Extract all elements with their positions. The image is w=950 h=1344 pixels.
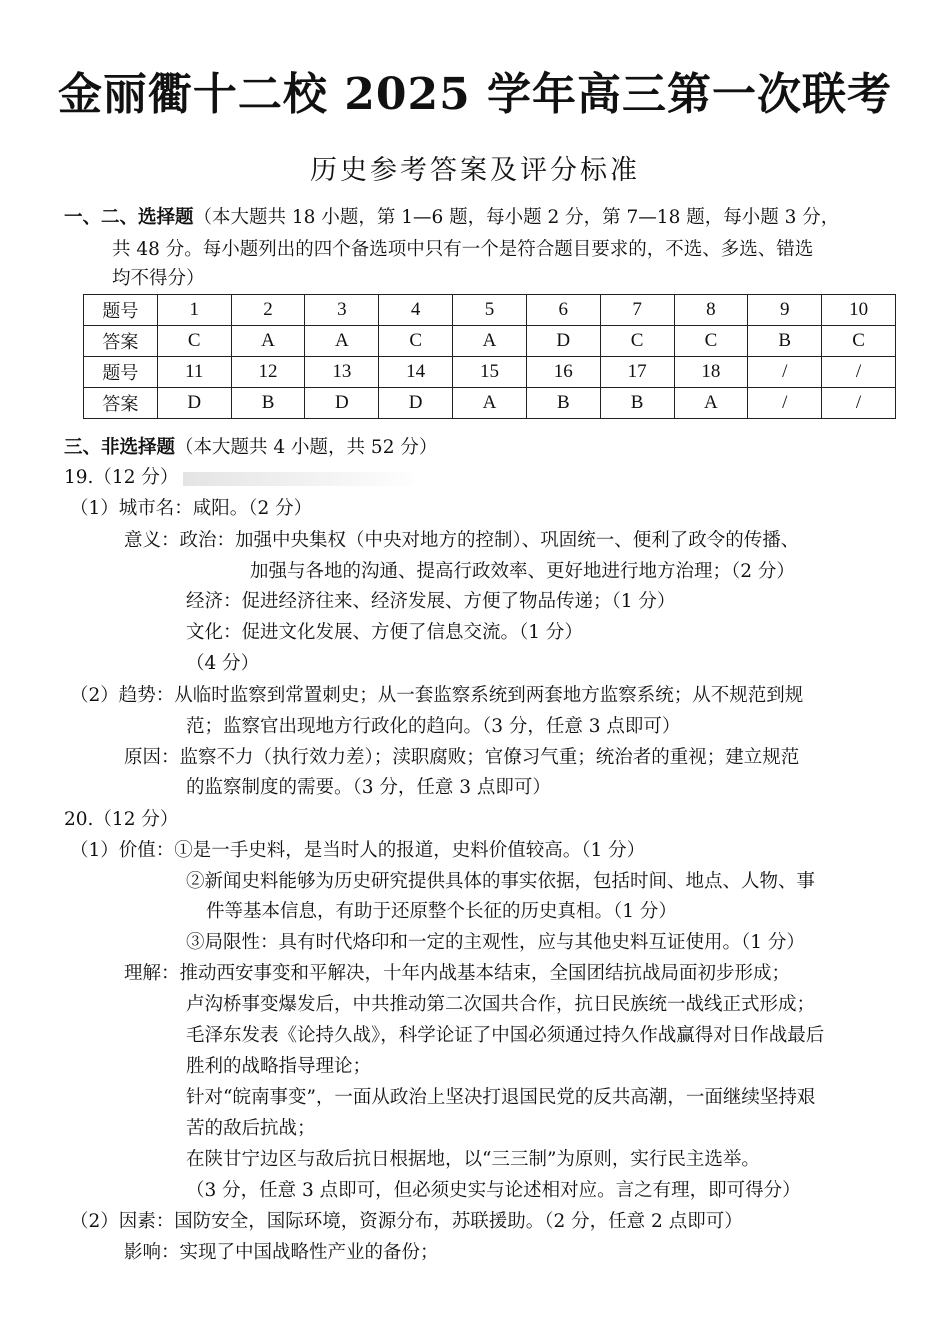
- document-subtitle: 历史参考答案及评分标准: [310, 155, 640, 186]
- table-cell: B: [231, 388, 305, 419]
- table-cell: A: [453, 326, 527, 357]
- section3-line: [64, 436, 437, 460]
- table-cell: A: [305, 326, 379, 357]
- table-cell: 7: [600, 295, 674, 326]
- table-cell: C: [157, 326, 231, 357]
- q19-significance-score: （4 分）: [186, 653, 260, 674]
- table-cell: C: [379, 326, 453, 357]
- table-cell: D: [157, 388, 231, 419]
- table-cell: 9: [748, 295, 822, 326]
- q19-significance-political-cont: 加强与各地的沟通、提高行政效率、更好地进行地方治理；（2 分）: [250, 561, 795, 582]
- table-cell: 8: [674, 295, 748, 326]
- table-cell: A: [231, 326, 305, 357]
- scan-smudge: [183, 472, 413, 486]
- q20-header: 20.（12 分）: [64, 809, 179, 830]
- table-cell: B: [748, 326, 822, 357]
- table-cell: 13: [305, 357, 379, 388]
- table-cell: 答案: [84, 388, 158, 419]
- table-cell: 18: [674, 357, 748, 388]
- table-cell: 17: [600, 357, 674, 388]
- section3-heading: 三、非选择题: [64, 437, 176, 458]
- table-cell: C: [600, 326, 674, 357]
- table-cell: 4: [379, 295, 453, 326]
- table-cell: 6: [526, 295, 600, 326]
- q20-understanding-4-cont: 苦的敌后抗战；: [186, 1118, 316, 1139]
- q19-part1: （1）城市名：咸阳。（2 分）: [70, 498, 313, 519]
- table-cell: D: [305, 388, 379, 419]
- table-cell: 11: [157, 357, 231, 388]
- table-cell: 10: [822, 295, 896, 326]
- section1-heading: 一、二、选择题: [64, 207, 194, 228]
- document-title: 金丽衢十二校 2025 学年高三第一次联考: [57, 69, 893, 120]
- table-cell: 5: [453, 295, 527, 326]
- section3-note: （本大题共 4 小题，共 52 分）: [175, 437, 438, 458]
- answer-table: [83, 294, 896, 419]
- q20-value-2: ②新闻史料能够为历史研究提供具体的事实依据，包括时间、地点、人物、事: [186, 871, 816, 892]
- table-cell: 题号: [84, 357, 158, 388]
- table-cell: A: [453, 388, 527, 419]
- q20-value-3: ③局限性：具有时代烙印和一定的主观性，应与其他史料互证使用。（1 分）: [186, 932, 805, 953]
- section1-line1: [64, 206, 839, 230]
- q20-understanding-2: 卢沟桥事变爆发后，中共推动第二次国共合作，抗日民族统一战线正式形成；: [186, 994, 816, 1015]
- table-cell: 1: [157, 295, 231, 326]
- table-cell: 12: [231, 357, 305, 388]
- table-cell: D: [526, 326, 600, 357]
- table-cell: B: [600, 388, 674, 419]
- table-row: [84, 357, 896, 388]
- q19-part2-reason-cont: 的监察制度的需要。（3 分，任意 3 点即可）: [186, 777, 551, 798]
- q19-part2-trend-cont: 范；监察官出现地方行政化的趋向。（3 分，任意 3 点即可）: [186, 716, 681, 737]
- q19-significance-economic: 经济：促进经济往来、经济发展、方便了物品传递；（1 分）: [186, 591, 676, 612]
- q20-understanding-4: 针对“皖南事变”，一面从政治上坚决打退国民党的反共高潮，一面继续坚持艰: [186, 1087, 816, 1108]
- q19-part2-reason: 原因：监察不力（执行效力差）；渎职腐败；官僚习气重；统治者的重视；建立规范: [124, 747, 800, 768]
- table-row: [84, 326, 896, 357]
- table-cell: A: [674, 388, 748, 419]
- q20-understanding-1: 理解：推动西安事变和平解决，十年内战基本结束，全国团结抗战局面初步形成；: [124, 963, 791, 984]
- q20-value-1: （1）价值：①是一手史料，是当时人的报道，史料价值较高。（1 分）: [70, 840, 646, 861]
- table-cell: C: [822, 326, 896, 357]
- table-cell: 14: [379, 357, 453, 388]
- table-cell: 2: [231, 295, 305, 326]
- q20-part2-impact: 影响：实现了中国战略性产业的备份；: [124, 1242, 439, 1263]
- q19-part2-trend: （2）趋势：从临时监察到常置刺史；从一套监察系统到两套地方监察系统；从不规范到规: [70, 685, 804, 706]
- table-row: [84, 295, 896, 326]
- q20-understanding-score: （3 分，任意 3 点即可，但必须史实与论述相对应。言之有理，即可得分）: [186, 1180, 801, 1201]
- table-cell: /: [748, 388, 822, 419]
- table-cell: /: [822, 388, 896, 419]
- table-cell: B: [526, 388, 600, 419]
- table-cell: 15: [453, 357, 527, 388]
- q20-understanding-3: 毛泽东发表《论持久战》，科学论证了中国必须通过持久作战赢得对日作战最后: [186, 1025, 825, 1046]
- table-cell: 题号: [84, 295, 158, 326]
- table-cell: C: [674, 326, 748, 357]
- q20-part2-factors: （2）因素：国防安全，国际环境，资源分布，苏联援助。（2 分，任意 2 点即可）: [70, 1211, 743, 1232]
- table-cell: D: [379, 388, 453, 419]
- section1-desc-2: 共 48 分。每小题列出的四个备选项中只有一个是符合题目要求的，不选、多选、错选: [112, 239, 814, 260]
- table-cell: 3: [305, 295, 379, 326]
- q19-header: 19.（12 分）: [64, 467, 179, 488]
- table-cell: 16: [526, 357, 600, 388]
- q19-significance-political: 意义：政治：加强中央集权（中央对地方的控制）、巩固统一、便利了政令的传播、: [124, 530, 800, 551]
- table-row: [84, 388, 896, 419]
- q20-understanding-5: 在陕甘宁边区与敌后抗日根据地，以“三三制”为原则，实行民主选举。: [186, 1149, 760, 1170]
- q20-understanding-3-cont: 胜利的战略指导理论；: [186, 1056, 372, 1077]
- table-cell: /: [748, 357, 822, 388]
- q20-value-2-cont: 件等基本信息，有助于还原整个长征的历史真相。（1 分）: [206, 901, 677, 922]
- table-cell: 答案: [84, 326, 158, 357]
- section1-desc-3: 均不得分）: [112, 268, 205, 289]
- section1-desc-1: （本大题共 18 小题，第 1—6 题，每小题 2 分，第 7—18 题，每小题 3 分，: [193, 207, 840, 228]
- q19-significance-cultural: 文化：促进文化发展、方便了信息交流。（1 分）: [186, 622, 583, 643]
- table-cell: /: [822, 357, 896, 388]
